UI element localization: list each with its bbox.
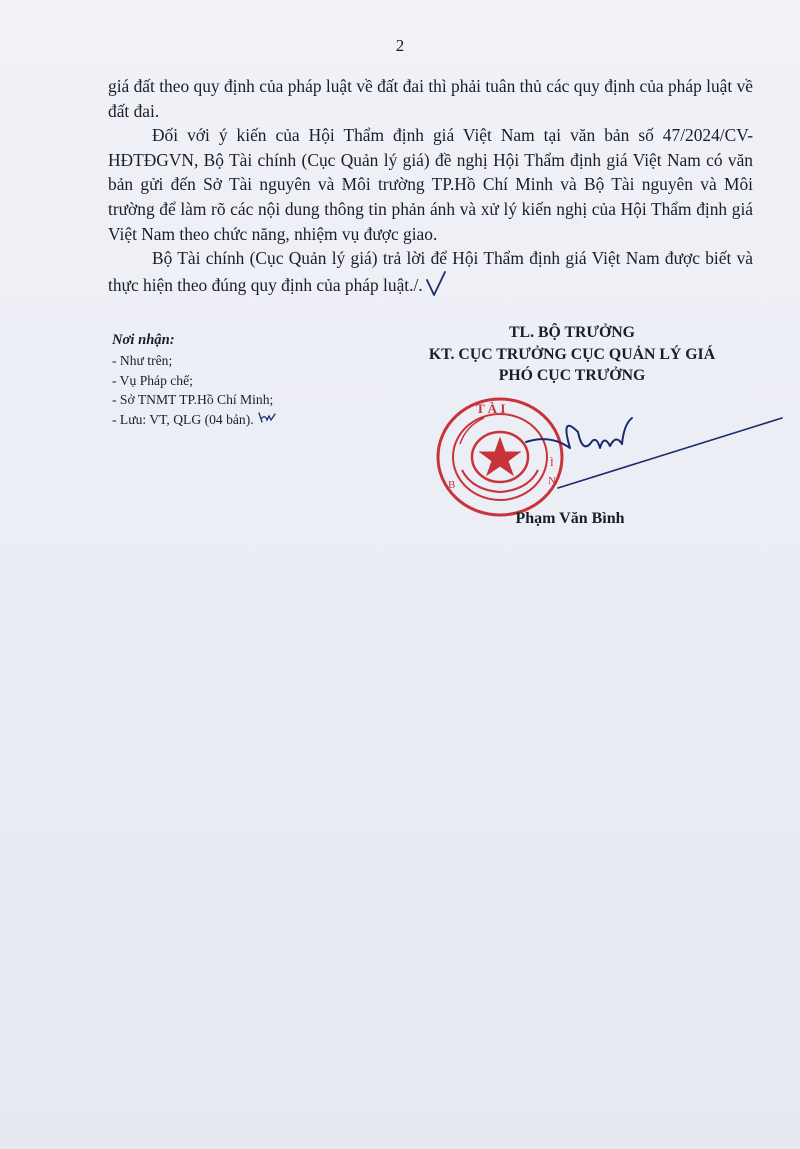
page-number: 2	[395, 36, 405, 55]
signer-name: Phạm Văn Bình	[515, 510, 625, 527]
signature-title-1: TL. BỘ TRƯỞNG	[509, 324, 635, 341]
paragraph-1: giá đất theo quy định của pháp luật về đất đai thì phải tuân thủ các quy định của pháp luật về đất đai.	[108, 76, 753, 121]
handwritten-signature-icon	[520, 404, 790, 494]
svg-text:B: B	[448, 479, 456, 491]
recipients-list	[112, 331, 372, 430]
recipient-item	[112, 410, 372, 430]
recipient-item: - Như trên;	[112, 352, 173, 368]
recipient-item: - Sở TNMT TP.Hồ Chí Minh;	[112, 392, 274, 408]
paragraph-3-text: Bộ Tài chính (Cục Quản lý giá) trả lời để Hội Thẩm định giá Việt Nam được biết và thực hiện theo đúng quy định của pháp luật./.	[108, 248, 753, 295]
signature-title-3: PHÓ CỤC TRƯỞNG	[498, 367, 646, 384]
signature-title-2: KT. CỤC TRƯỞNG CỤC QUẢN LÝ GIÁ	[428, 345, 716, 363]
letter-body	[108, 74, 753, 297]
recipients-heading: Nơi nhận:	[112, 332, 175, 348]
recipient-item-text: - Lưu: VT, QLG (04 bản).	[112, 412, 254, 428]
paragraph-3	[108, 246, 753, 297]
svg-text:T À I: T À I	[476, 401, 506, 416]
recipient-item: - Vụ Pháp chế;	[112, 372, 193, 388]
checkmark-icon	[425, 271, 447, 297]
svg-text:N: N	[548, 475, 556, 487]
initial-mark-icon	[257, 411, 277, 425]
signature-block	[372, 322, 772, 387]
svg-text:Ì: Ì	[550, 457, 554, 469]
paragraph-2: Đối với ý kiến của Hội Thẩm định giá Việt Nam tại văn bản số 47/2024/CV-HĐTĐGVN, Bộ Tài chính (Cục Quản lý giá) đề nghị Hội Thẩm định giá Việt Nam có văn bản gửi đến Sở Tài nguyên và Môi trường TP.Hồ Chí Minh và Bộ Tài nguyên và Môi trường để làm rõ các nội dung thông tin phản ánh và xử lý kiến nghị của Hội Thẩm định giá Việt Nam theo chức năng, nhiệm vụ được giao.	[108, 125, 753, 244]
